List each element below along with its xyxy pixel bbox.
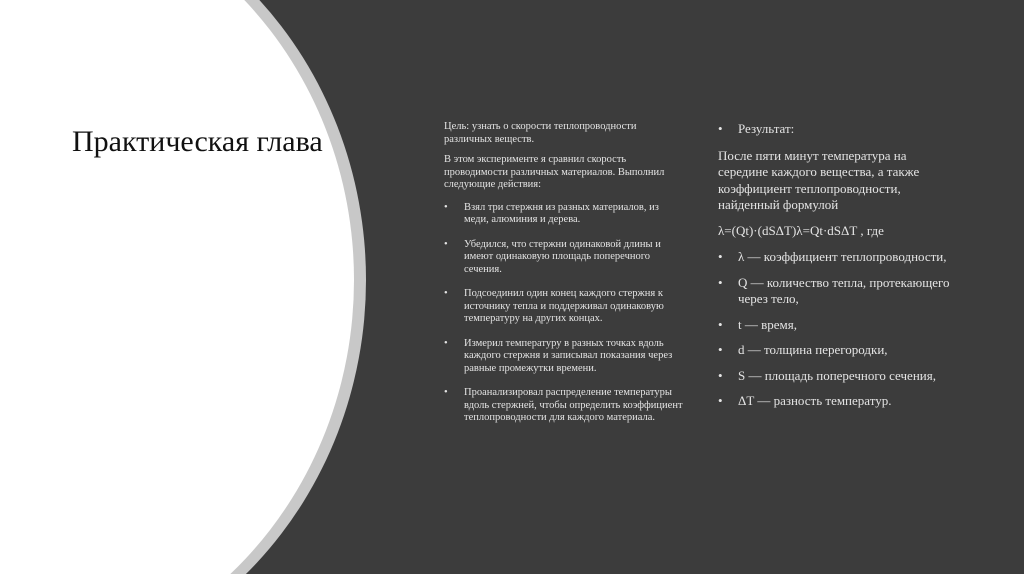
goal-text: Цель: узнать о скорости теплопроводности различных веществ. <box>444 121 637 145</box>
definition-text: t — время, <box>738 316 797 332</box>
definitions-list <box>718 249 954 410</box>
bullet-icon: • <box>444 288 448 299</box>
definition-text: d — толщина перегородки, <box>738 342 888 357</box>
steps-list <box>444 202 684 425</box>
step-text: Убедился, что стержни одинаковой длины и имеют одинаковую площадь поперечного сечения. <box>464 238 661 275</box>
list-item <box>718 368 954 385</box>
list-item <box>444 387 684 425</box>
list-item <box>718 317 954 334</box>
bullet-icon: • <box>718 121 723 136</box>
list-item <box>718 342 954 359</box>
result-paragraph: После пяти минут температура на середине каждого вещества, а также коэффициент теплопроводности, найденный формулой <box>718 147 920 212</box>
formula-text: λ=(Qt)·(dSΔT)λ=Qt·dSΔT , где <box>718 222 884 238</box>
result-label: Результат: <box>738 121 795 136</box>
bullet-icon: • <box>444 238 448 250</box>
bullet-icon: • <box>718 367 723 383</box>
list-item <box>444 288 684 326</box>
bullet-icon: • <box>444 337 448 349</box>
bullet-icon: • <box>718 342 723 357</box>
list-item <box>444 338 684 376</box>
bullet-icon: • <box>718 249 723 264</box>
list-item <box>444 202 684 227</box>
bullet-icon: • <box>444 201 448 213</box>
step-text: Измерил температуру в разных точках вдоль каждого стержня и записывал показания через равные промежутки времени. <box>464 337 673 374</box>
list-item <box>718 249 954 266</box>
list-item <box>718 393 954 410</box>
bullet-icon: • <box>718 393 723 408</box>
slide-title: Практическая глава <box>72 125 323 158</box>
result-heading <box>718 121 954 138</box>
bullet-icon: • <box>444 387 448 398</box>
list-item <box>718 275 954 308</box>
definition-text: ΔT — разность температур. <box>738 393 892 408</box>
bullet-icon: • <box>718 274 723 290</box>
right-text-column <box>718 121 954 419</box>
definition-text: λ — коэффициент теплопроводности, <box>738 249 947 264</box>
middle-text-column <box>444 121 684 437</box>
bullet-icon: • <box>718 316 723 332</box>
definition-text: Q — количество тепла, протекающего через тело, <box>738 274 950 306</box>
definition-text: S — площадь поперечного сечения, <box>738 367 936 383</box>
list-item <box>444 239 684 277</box>
intro-text: В этом эксперименте я сравнил скорость проводимости различных материалов. Выполнил следующие действия: <box>444 154 665 190</box>
step-text: Проанализировал распределение температуры вдоль стержней, чтобы определить коэффициент теплопроводности для каждого материала. <box>464 387 683 423</box>
step-text: Подсоединил один конец каждого стержня к источнику тепла и поддерживал одинаковую температуру на других концах. <box>464 288 664 324</box>
step-text: Взял три стержня из разных материалов, из меди, алюминия и дерева. <box>464 201 659 225</box>
